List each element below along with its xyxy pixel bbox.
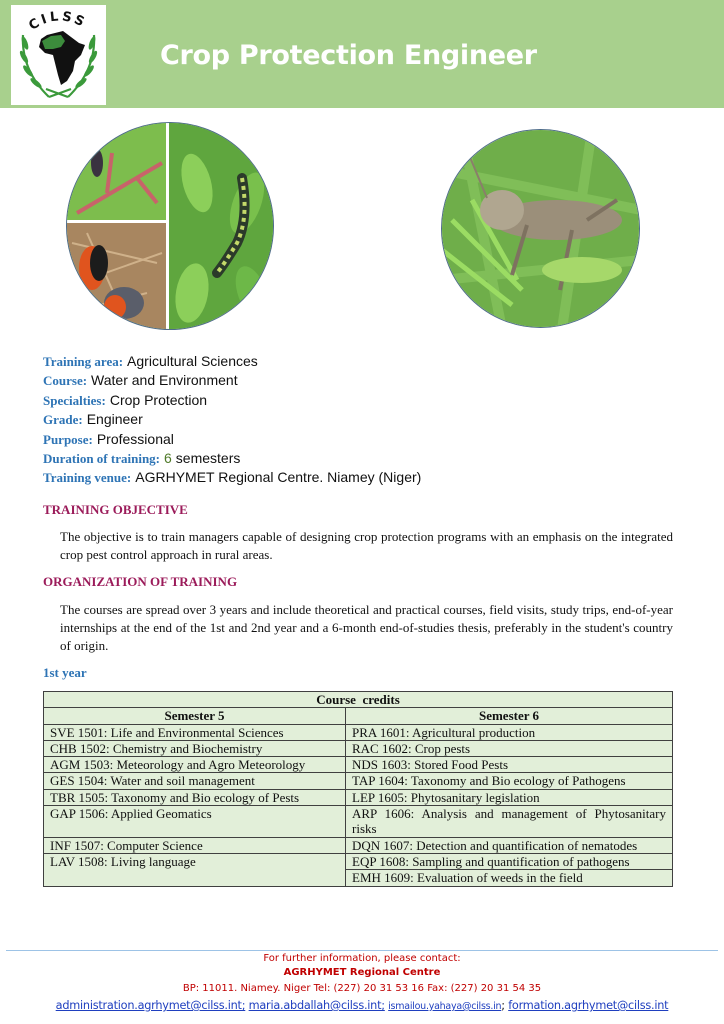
course-cell: GES 1504: Water and soil management xyxy=(44,773,346,789)
info-label: Grade: xyxy=(43,412,83,428)
organization-text: The courses are spread over 3 years and include theoretical and practical courses, field visits, study trips, end-of-year internships at the end of the 1st and 2nd year and a 6-month end-of-studies thesis, preferably in the student's country of origin. xyxy=(60,602,673,653)
info-training-area xyxy=(43,352,421,371)
table-header-row xyxy=(44,708,673,724)
table-title-row xyxy=(44,692,673,708)
semester6-header: Semester 6 xyxy=(346,708,673,724)
grasshopper-image xyxy=(441,129,640,328)
email-link-ismailou[interactable]: ismailou.yahaya@cilss.in xyxy=(388,1001,502,1012)
course-cell: PRA 1601: Agricultural production xyxy=(346,724,673,740)
training-info-list xyxy=(43,352,421,488)
course-cell: EQP 1608: Sampling and quantification of pathogens xyxy=(346,853,673,869)
course-cell: SVE 1501: Life and Environmental Sciences xyxy=(44,724,346,740)
info-label: Duration of training: xyxy=(43,450,160,466)
table-row xyxy=(44,837,673,853)
info-label: Training area: xyxy=(43,354,124,369)
course-cell: AGM 1503: Meteorology and Agro Meteorology xyxy=(44,757,346,773)
footer-organization: AGRHYMET Regional Centre xyxy=(283,967,441,978)
course-cell: LAV 1508: Living language xyxy=(44,853,346,886)
cilss-logo-icon xyxy=(11,5,106,105)
info-label: Training venue: xyxy=(43,470,132,486)
info-value: Professional xyxy=(96,430,174,447)
course-credits-table xyxy=(43,691,673,887)
table-row xyxy=(44,773,673,789)
objective-heading: TRAINING OBJECTIVE xyxy=(43,502,188,517)
course-cell: EMH 1609: Evaluation of weeds in the field xyxy=(346,870,673,886)
course-cell: CHB 1502: Chemistry and Biochemistry xyxy=(44,740,346,756)
course-cell: ARP 1606: Analysis and management of Phytosanitary risks xyxy=(346,806,673,838)
info-value: Agricultural Sciences xyxy=(127,353,258,369)
year-label: 1st year xyxy=(43,665,87,680)
table-row xyxy=(44,806,673,838)
svg-text:CILSS: CILSS xyxy=(26,9,90,34)
course-cell: TBR 1505: Taxonomy and Bio ecology of Pests xyxy=(44,789,346,805)
course-cell: TAP 1604: Taxonomy and Bio ecology of Pathogens xyxy=(346,773,673,789)
table-row xyxy=(44,853,673,869)
info-value: AGRHYMET Regional Centre. Niamey (Niger) xyxy=(135,469,422,486)
footer-divider xyxy=(6,950,718,951)
info-value: Water and Environment xyxy=(91,372,238,389)
info-label: Course: xyxy=(43,373,88,389)
info-duration xyxy=(43,449,421,468)
header-banner xyxy=(0,0,724,108)
footer-intro: For further information, please contact: xyxy=(263,953,461,964)
cilss-logo xyxy=(11,5,106,105)
info-label: Specialties: xyxy=(43,392,106,408)
email-link-maria[interactable]: maria.abdallah@cilss.int; xyxy=(248,999,385,1012)
info-grade xyxy=(43,410,421,429)
course-cell: LEP 1605: Phytosanitary legislation xyxy=(346,789,673,805)
course-cell: GAP 1506: Applied Geomatics xyxy=(44,806,346,838)
info-value: Engineer xyxy=(86,411,143,428)
course-cell: NDS 1603: Stored Food Pests xyxy=(346,757,673,773)
email-separator: ; xyxy=(501,999,505,1012)
table-row xyxy=(44,789,673,805)
table-title: Course credits xyxy=(44,692,673,708)
course-cell: DQN 1607: Detection and quantification of nematodes xyxy=(346,837,673,853)
table-row xyxy=(44,757,673,773)
table-row xyxy=(44,740,673,756)
organization-heading: ORGANIZATION OF TRAINING xyxy=(43,574,238,589)
info-course xyxy=(43,371,421,390)
footer-address: BP: 11011. Niamey. Niger Tel: (227) 20 31 53 16 Fax: (227) 20 31 54 35 xyxy=(182,983,542,994)
pests-collage-image xyxy=(66,122,274,330)
course-cell: RAC 1602: Crop pests xyxy=(346,740,673,756)
info-value: Crop Protection xyxy=(109,391,208,408)
footer-emails xyxy=(0,999,724,1014)
info-duration-number: 6 xyxy=(164,449,172,466)
table-row xyxy=(44,724,673,740)
semester5-header: Semester 5 xyxy=(44,708,346,724)
info-specialties xyxy=(43,391,421,410)
course-cell: INF 1507: Computer Science xyxy=(44,837,346,853)
objective-text: The objective is to train managers capable of designing crop protection programs with an emphasis on the integrated crop pest control approach in rural areas. xyxy=(60,529,673,562)
info-purpose xyxy=(43,430,421,449)
email-link-administration[interactable]: administration.agrhymet@cilss.int; xyxy=(55,999,246,1012)
contact-footer xyxy=(0,952,724,1014)
info-value: semesters xyxy=(175,449,241,466)
info-label: Purpose: xyxy=(43,431,93,447)
email-link-formation[interactable]: formation.agrhymet@cilss.int xyxy=(508,999,669,1012)
page-title: Crop Protection Engineer xyxy=(160,40,537,71)
info-venue xyxy=(43,468,421,487)
